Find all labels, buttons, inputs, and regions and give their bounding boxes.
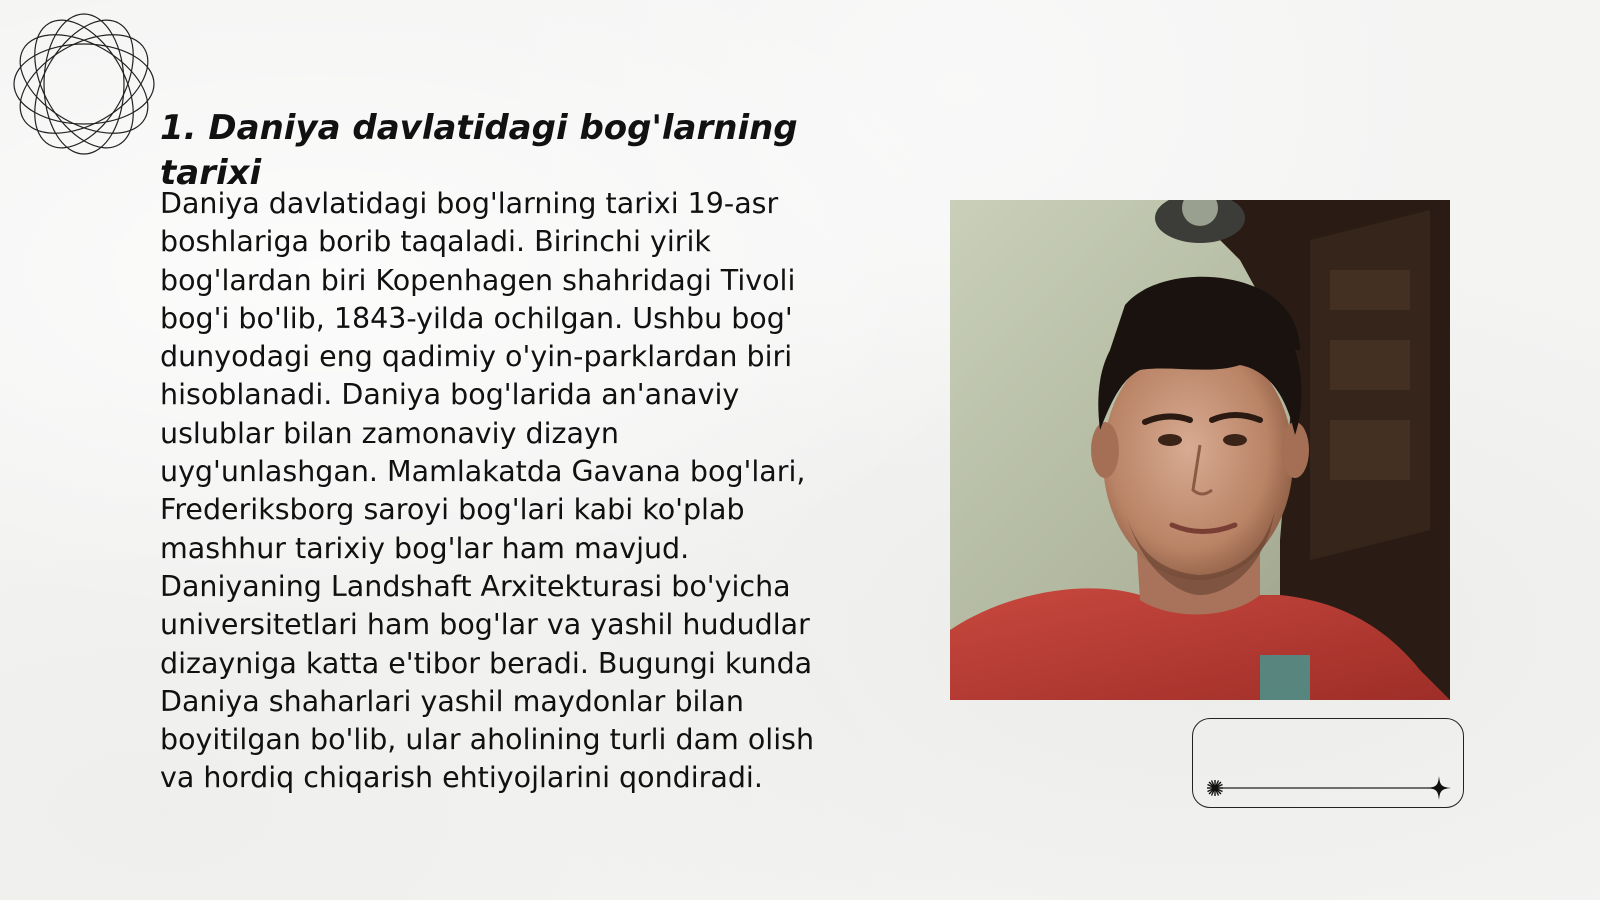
sparkle-star-icon xyxy=(1427,776,1451,800)
slider-track xyxy=(1193,719,1465,809)
portrait-photo xyxy=(950,200,1450,700)
portrait-illustration xyxy=(950,200,1450,700)
slide-body-text: Daniya davlatidagi bog'larning tarixi 19-asr boshlariga borib taqaladi. Birinchi yirik bog'lardan biri Kopenhagen shahridagi Tivoli bog'i bo'lib, 1843-yilda ochilgan. Ushbu bog' dunyodagi eng qadimiy o'yin-parklardan biri hisoblanadi. Daniya bog'larida an'anaviy uslublar bilan zamonaviy dizayn uyg'unlashgan. Mamlakatda Gavana bog'lari, Frederiksborg saroyi bog'lari kabi ko'plab mashhur tarixiy bog'lar ham mavjud. Daniyaning Landshaft Arxitekturasi bo'yicha universitetlari ham bog'lar va yashil hududlar dizayniga katta e'tibor beradi. Bugungi kunda Daniya shaharlari yashil maydonlar bilan boyitilgan bo'lib, ular aholining turli dam olish va hordiq chiqarish ehtiyojlarini qondiradi. xyxy=(160,187,815,795)
decorative-slider-card xyxy=(1192,718,1464,808)
slide-title: 1. Daniya davlatidagi bog'larning tarixi xyxy=(160,108,798,193)
sunburst-icon xyxy=(1207,780,1223,796)
rosette-graphic xyxy=(10,10,158,158)
circle-rosette-icon xyxy=(10,10,158,158)
